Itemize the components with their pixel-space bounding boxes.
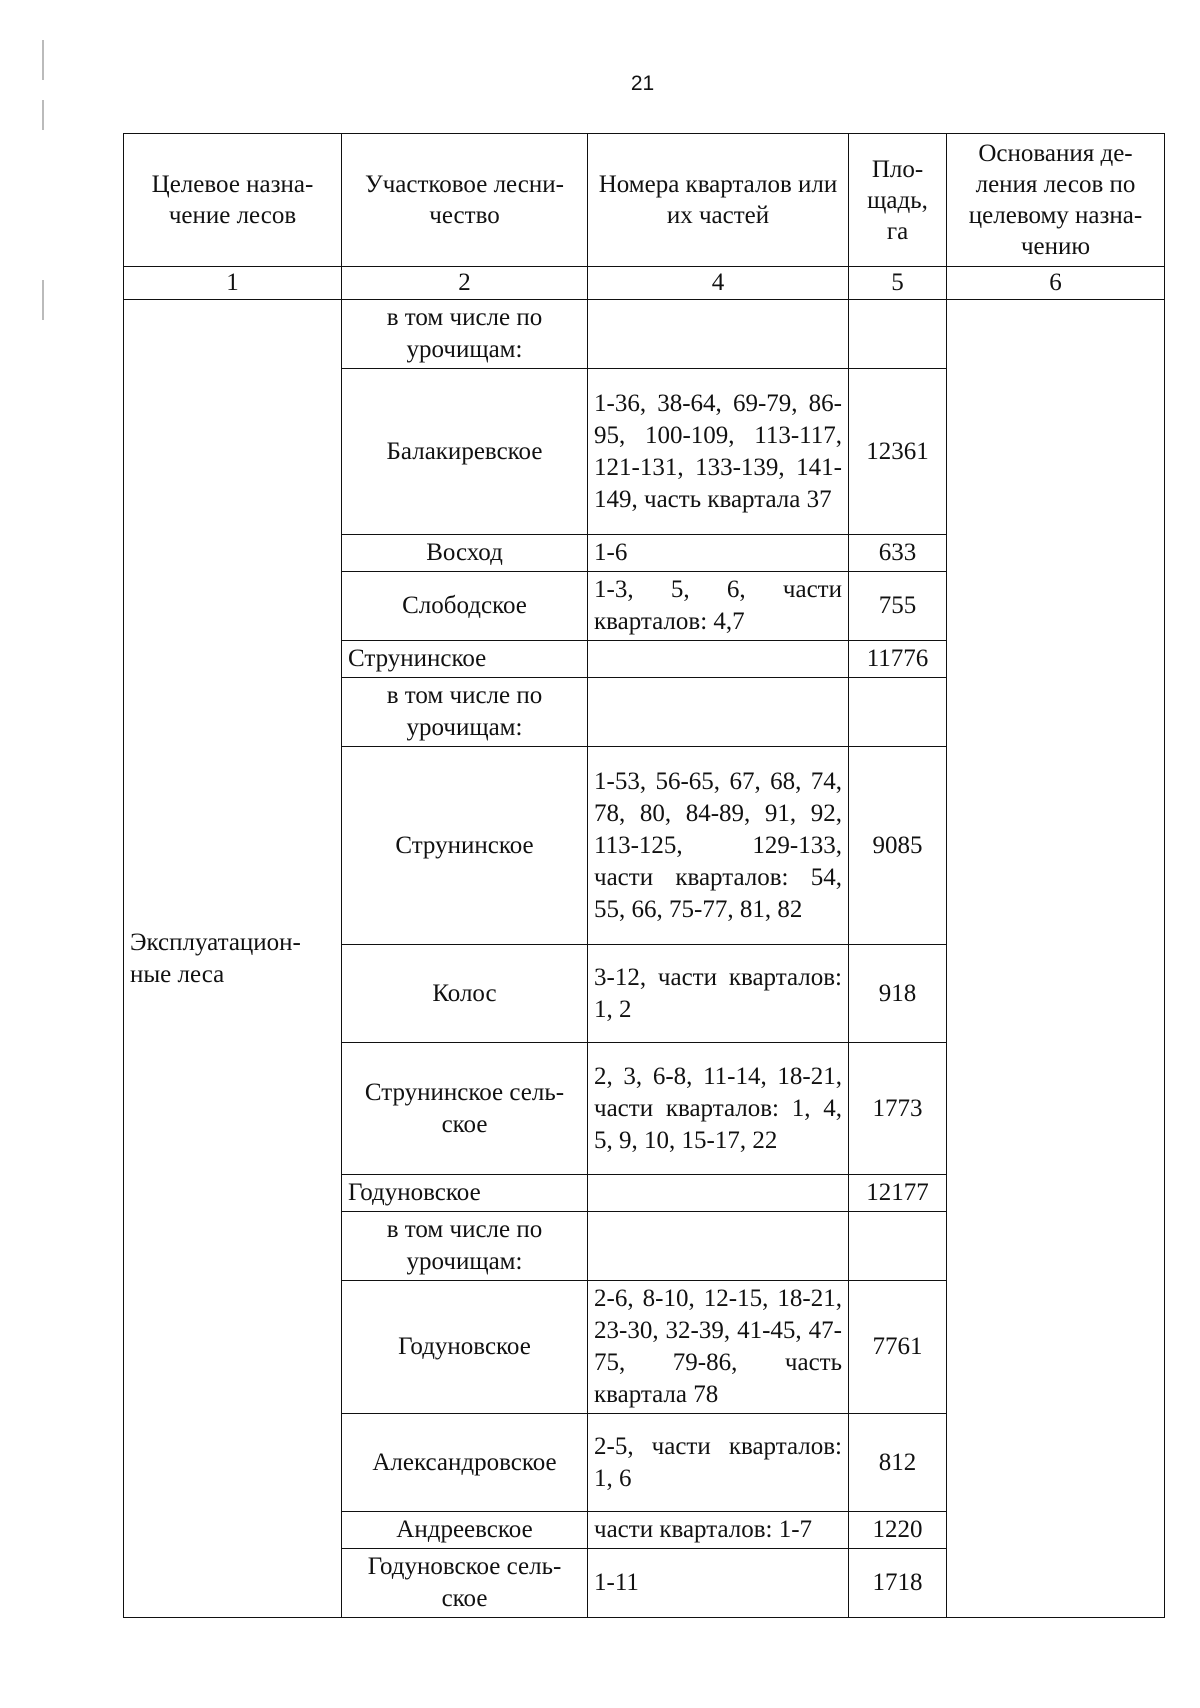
forest-purpose-table: [123, 133, 1165, 1618]
area-cell: 918: [849, 945, 947, 1043]
header-basis: Основания де-ления лесов по целевому назна-чению: [947, 134, 1165, 267]
district-cell: Слободское: [342, 572, 588, 641]
scan-edge-mark: [42, 100, 44, 130]
district-cell: в том числе по урочищам:: [342, 678, 588, 747]
area-cell: 755: [849, 572, 947, 641]
district-cell: Годуновское сель-ское: [342, 1549, 588, 1618]
district-cell: Годуновское: [342, 1175, 588, 1212]
area-cell: [849, 300, 947, 369]
basis-cell: [947, 300, 1165, 1618]
quarters-cell: 1-6: [588, 535, 849, 572]
header-district: Участковое лесни-чество: [342, 134, 588, 267]
district-cell: Восход: [342, 535, 588, 572]
district-cell: Андреевское: [342, 1512, 588, 1549]
district-cell: Струнинское: [342, 747, 588, 945]
quarters-cell: 1-53, 56-65, 67, 68, 74, 78, 80, 84-89, 91, 92, 113-125, 129-133, части кварталов: 54, 55, 66, 75-77, 81, 82: [588, 747, 849, 945]
district-cell: Колос: [342, 945, 588, 1043]
quarters-cell: 1-3, 5, 6, части кварталов: 4,7: [588, 572, 849, 641]
scan-edge-mark: [42, 280, 44, 320]
quarters-cell: [588, 1175, 849, 1212]
column-number: 4: [588, 267, 849, 300]
column-number: 6: [947, 267, 1165, 300]
area-cell: 812: [849, 1414, 947, 1512]
district-cell: Струнинское сель-ское: [342, 1043, 588, 1175]
area-cell: [849, 678, 947, 747]
area-cell: 633: [849, 535, 947, 572]
header-quarters: Номера кварталов или их частей: [588, 134, 849, 267]
area-cell: 1220: [849, 1512, 947, 1549]
quarters-cell: [588, 1212, 849, 1281]
column-number: 2: [342, 267, 588, 300]
area-cell: 1718: [849, 1549, 947, 1618]
quarters-cell: 2-6, 8-10, 12-15, 18-21, 23-30, 32-39, 41-45, 47-75, 79-86, часть квартала 78: [588, 1281, 849, 1414]
district-cell: в том числе по урочищам:: [342, 300, 588, 369]
area-cell: 1773: [849, 1043, 947, 1175]
area-cell: 9085: [849, 747, 947, 945]
table-header-row: [124, 134, 1165, 267]
quarters-cell: 3-12, части кварталов: 1, 2: [588, 945, 849, 1043]
area-cell: 7761: [849, 1281, 947, 1414]
quarters-cell: 1-36, 38-64, 69-79, 86-95, 100-109, 113-117, 121-131, 133-139, 141-149, часть квартала 37: [588, 369, 849, 535]
column-number: 5: [849, 267, 947, 300]
district-cell: Годуновское: [342, 1281, 588, 1414]
district-cell: Струнинское: [342, 641, 588, 678]
district-cell: Балакиревское: [342, 369, 588, 535]
page-number: 21: [630, 72, 655, 95]
area-cell: 11776: [849, 641, 947, 678]
purpose-cell: Эксплуатацион-ные леса: [124, 300, 342, 1618]
quarters-cell: 2-5, части кварталов: 1, 6: [588, 1414, 849, 1512]
column-number: 1: [124, 267, 342, 300]
quarters-cell: 1-11: [588, 1549, 849, 1618]
area-cell: 12177: [849, 1175, 947, 1212]
quarters-cell: [588, 300, 849, 369]
header-area: Пло-щадь, га: [849, 134, 947, 267]
quarters-cell: [588, 641, 849, 678]
header-purpose: Целевое назна-чение лесов: [124, 134, 342, 267]
column-number-row: [124, 267, 1165, 300]
area-cell: 12361: [849, 369, 947, 535]
quarters-cell: 2, 3, 6-8, 11-14, 18-21, части кварталов: 1, 4, 5, 9, 10, 15-17, 22: [588, 1043, 849, 1175]
area-cell: [849, 1212, 947, 1281]
quarters-cell: части кварталов: 1-7: [588, 1512, 849, 1549]
table-row: [124, 300, 1165, 369]
quarters-cell: [588, 678, 849, 747]
district-cell: Александровское: [342, 1414, 588, 1512]
district-cell: в том числе по урочищам:: [342, 1212, 588, 1281]
